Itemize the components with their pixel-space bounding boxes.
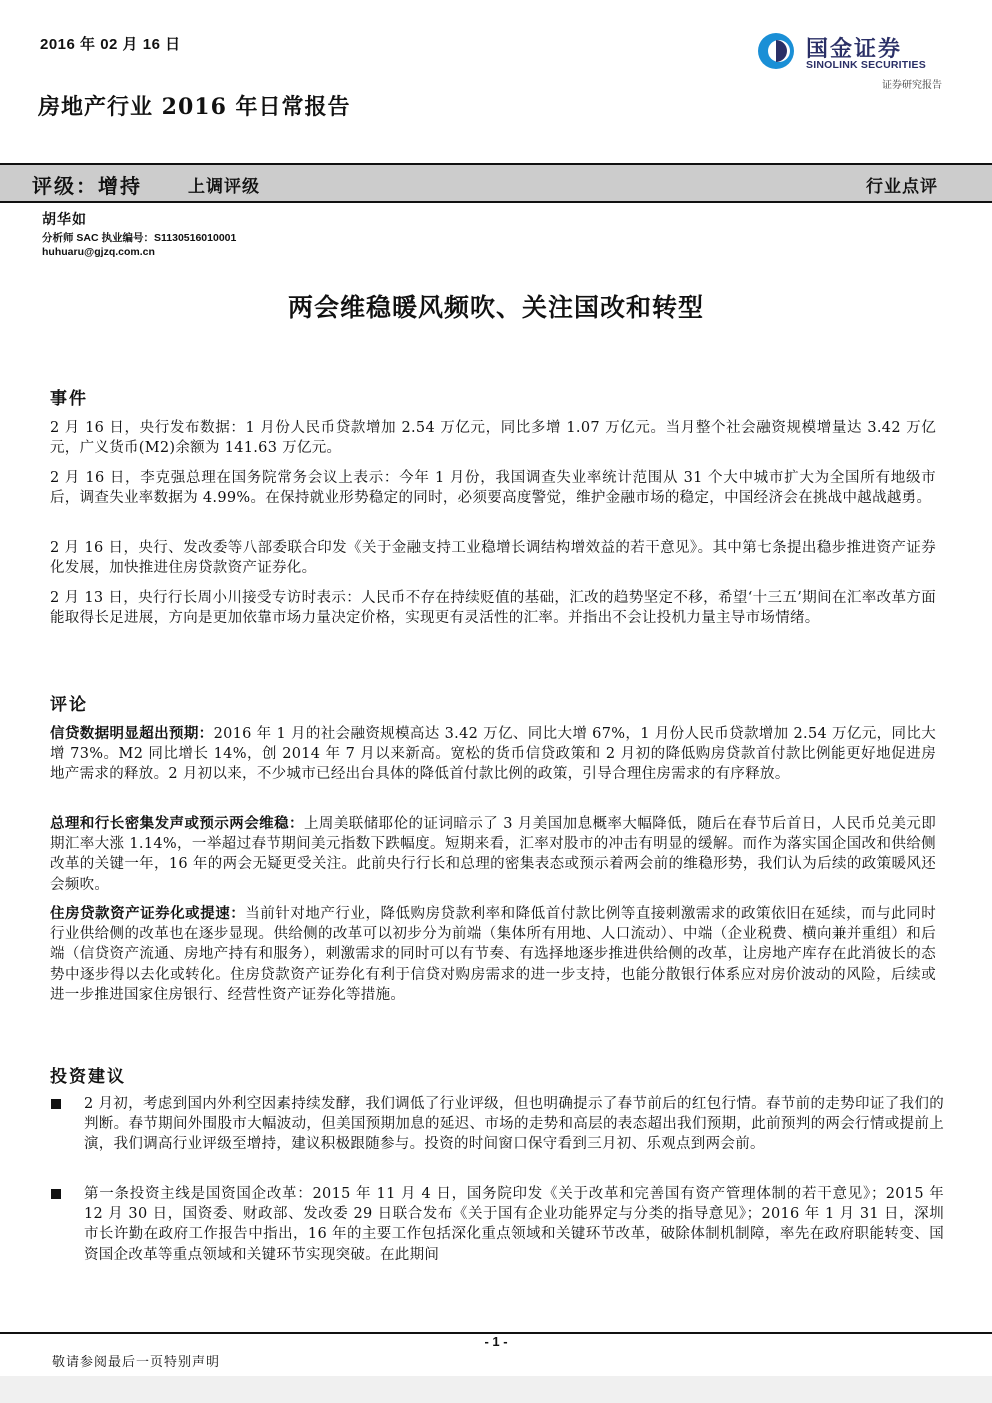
report-date: 2016 年 02 月 16 日 (40, 36, 181, 53)
section-title-events: 事件 (50, 389, 88, 409)
advice-bullet: 2 月初，考虑到国内外利空因素持续发酵，我们调低了行业评级，但也明确提示了春节前后的红包行情。春节前的走势印证了我们的判断。春节期间外围股市大幅波动，但美国预期加息的延迟、市场的走势和高层的表态超出我们预期，此前预判的两会行情或提前上演，我们调高行业评级至增持，建议积极跟随参与。投资的时间窗口保守看到三月初、乐观点到两会前。 (84, 1096, 944, 1153)
rating-bar (0, 163, 992, 203)
comment-paragraph (50, 904, 936, 1005)
brand-name-en: SINOLINK SECURITIES (806, 59, 926, 71)
analyst-sac-number: 分析师 SAC 执业编号：S1130516010001 (42, 232, 237, 244)
comment-text: 2016 年 1 月的社会融资规模高达 3.42 万亿、同比大增 67%，1 月份人民币贷款增加 2.54 万亿元，同比大增 73%。M2 同比增长 14%，创 2014 年 7 月以来新高。宽松的货币信贷政策和 2 月初的降低购房贷款首付款比例能更好地促进房地产需求的释放。2 月初以来，不少城市已经出台具体的降低首付款比例的政策，引导合理住房需求的有序释放。 (50, 726, 936, 783)
analyst-email: huhuaru@gjzq.com.cn (42, 246, 155, 258)
advice-bullet: 第一条投资主线是国资国企改革：2015 年 11 月 4 日，国务院印发《关于改革和完善国有资产管理体制的若干意见》；2015 年 12 月 30 日，国资委、财政部、发改委 29 日联合发布《关于国有企业功能界定与分类的指导意见》；2016 年 1 月 31 日，深圳市长许勤在政府工作报告中指出，16 年的主要工作包括深化重点领域和关键环节改革，破除体制机制障，率先在政府职能转变、国资国企改革等重点领域和关键环节实现突破。在此期间 (84, 1186, 944, 1263)
event-paragraph: 2 月 16 日，央行发布数据：1 月份人民币贷款增加 2.54 万亿元，同比多增 1.07 万亿元。当月整个社会融资规模增量达 3.42 万亿元，广义货币(M2)余额为 141.63 万亿元。 (50, 420, 936, 457)
bottom-band (0, 1376, 992, 1403)
analyst-name: 胡华如 (42, 212, 87, 228)
sinolink-logo (756, 28, 956, 90)
brand-subtitle: 证券研究报告 (882, 80, 942, 91)
event-paragraph: 2 月 16 日，李克强总理在国务院常务会议上表示：今年 1 月份，我国调查失业率统计范围从 31 个大中城市扩大为全国所有地级市后，调查失业率数据为 4.99%。在保持就业形势稳定的同时，必须要高度警觉，维护金融市场的稳定，中国经济会在挑战中越战越勇。 (50, 470, 936, 507)
rating-change: 上调评级 (188, 177, 260, 197)
main-title: 两会维稳暖风频吹、关注国改和转型 (287, 293, 704, 322)
comment-paragraph (50, 724, 936, 785)
comment-text: 当前针对地产行业，降低购房贷款利率和降低首付款比例等直接刺激需求的政策依旧在延续，而与此同时行业供给侧的改革也在逐步显现。供给侧的改革可以初步分为前端（集体所有用地、人口流动）、中端（企业税费、横向兼并重组）和后端（信贷资产流通、房地产持有和服务），刺激需求的同时可以有节奏、有选择地逐步推进供给侧的改革，让房地产库存在此消彼长的态势中逐步得以去化或转化。住房贷款资产证券化有利于信贷对购房需求的进一步支持，也能分散银行体系应对房价波动的风险，后续或进一步推进国家住房银行、经营性资产证券化等措施。 (50, 906, 937, 1003)
event-paragraph: 2 月 13 日，央行行长周小川接受专访时表示：人民币不存在持续贬值的基础，汇改的趋势坚定不移，希望‘十三五’期间在汇率改革方面能取得长足进展，方向是更加依靠市场力量决定价格，实现更有灵活性的汇率。并指出不会让投机力量主导市场情绪。 (50, 590, 936, 627)
report-title: 房地产行业 2016 年日常报告 (38, 94, 351, 120)
sinolink-logo-icon (756, 31, 796, 71)
comment-lead: 总理和行长密集发声或预示两会维稳： (50, 815, 304, 832)
bullet-square-icon (51, 1099, 61, 1109)
comment-paragraph (50, 814, 936, 895)
brand-name-cn: 国金证券 (806, 36, 903, 61)
footer-disclaimer: 敬请参阅最后一页特别声明 (52, 1355, 221, 1370)
comment-lead: 信贷数据明显超出预期： (50, 725, 214, 742)
bullet-square-icon (51, 1189, 61, 1199)
event-paragraph: 2 月 16 日，央行、发改委等八部委联合印发《关于金融支持工业稳增长调结构增效益的若干意见》。其中第七条提出稳步推进资产证券化发展，加快推进住房贷款资产证券化。 (50, 540, 936, 577)
rating-label: 评级：增持 (32, 174, 142, 198)
comment-lead: 住房贷款资产证券化或提速： (50, 905, 246, 922)
report-type: 行业点评 (866, 177, 938, 197)
section-title-advice: 投资建议 (50, 1067, 126, 1087)
page-number: - 1 - (484, 1334, 508, 1349)
section-title-comments: 评论 (50, 695, 88, 715)
comment-text: 上周美联储耶伦的证词暗示了 3 月美国加息概率大幅降低，随后在春节后首日，人民币兑美元即期汇率大涨 1.14%，一举超过春节期间美元指数下跌幅度。短期来看，汇率对股市的冲击有明显的缓解。而作为落实国企国改和供给侧改革的关键一年，16 年的两会无疑更受关注。此前央行行长和总理的密集表态或预示着两会前的维稳形势，我们认为后续的政策暖风还会频吹。 (50, 816, 936, 893)
